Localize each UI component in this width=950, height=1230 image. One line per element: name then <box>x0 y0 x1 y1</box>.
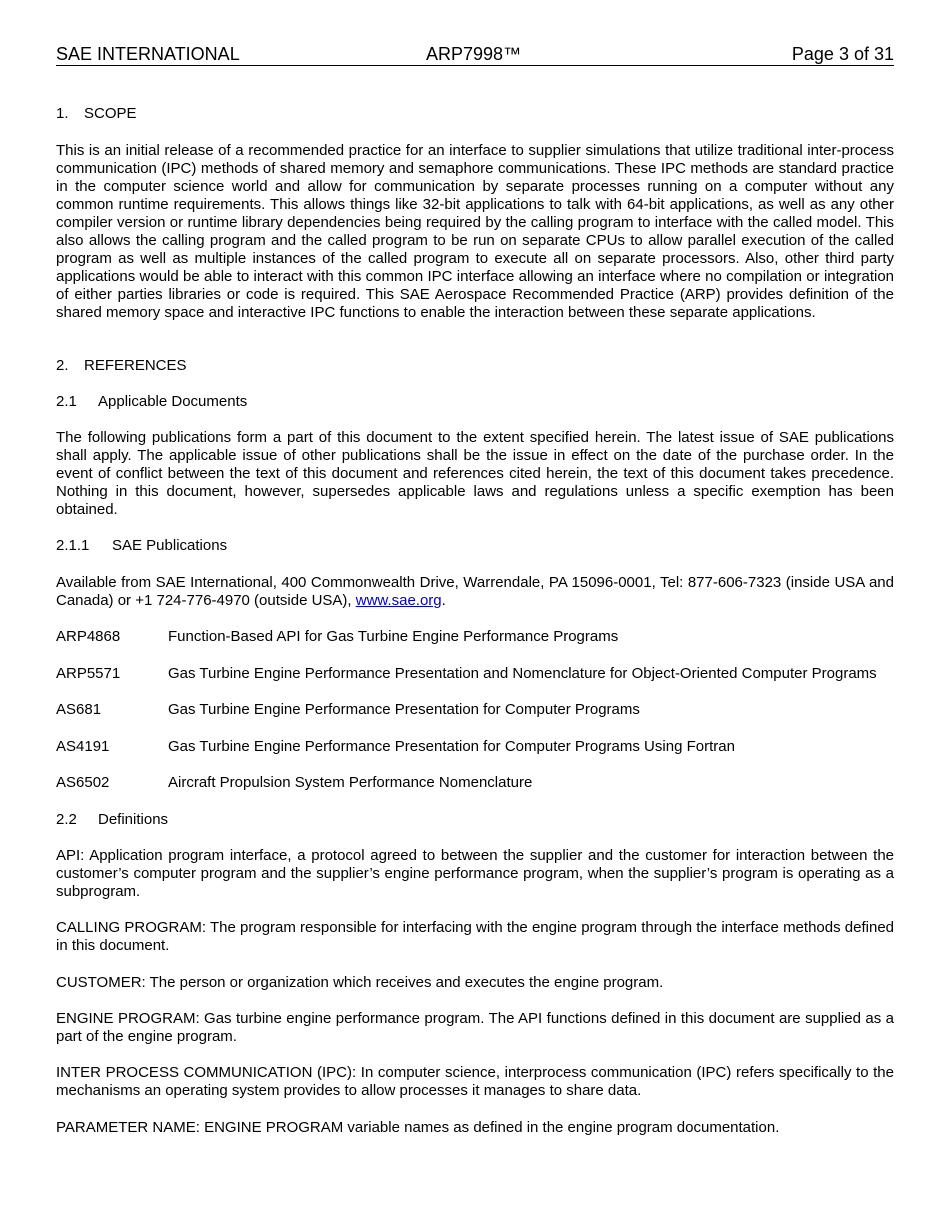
scope-paragraph: This is an initial release of a recommended practice for an interface to supplier simulations that utilize traditional inter-process communication (IPC) methods of shared memory and semaphore communications. These IPC methods are standard practice in the computer science world and allow for communication by separate processes running on a computer without any common runtime requirements. This allows things like 32-bit applications to talk with 64-bit applications, as well as any other compiler version or runtime library dependencies being required by the calling program to interface with the called model. This also allows the calling program and the called program to be run on separate CPUs to allow parallel execution of the called program as well as multiple instances of the called program to execute all on separate processors. Also, other third party applications would be able to interact with this common IPC interface allowing an interface where no compilation or integration of either parties libraries or code is required. This SAE Aerospace Recommended Practice (ARP) provides definition of the shared memory space and interactive IPC functions to enable the interaction between these separate applications. <box>56 142 894 321</box>
section-title: SCOPE <box>84 105 137 122</box>
section-number: 1. <box>56 105 69 122</box>
sae-website-link[interactable]: www.sae.org <box>355 592 442 609</box>
availability-end: . <box>441 592 446 609</box>
publication-title: Gas Turbine Engine Performance Presentation for Computer Programs <box>168 701 640 718</box>
definition-customer: CUSTOMER: The person or organization which receives and executes the engine program. <box>56 974 664 991</box>
publication-code: ARP4868 <box>56 628 121 645</box>
section-heading-sae-publications <box>56 537 227 555</box>
section-number: 2.2 <box>56 811 77 828</box>
section-number: 2. <box>56 357 69 374</box>
definition-calling-program: CALLING PROGRAM: The program responsible for interfacing with the engine program through the interface methods defined in this document. <box>56 919 894 954</box>
publication-title: Gas Turbine Engine Performance Presentation and Nomenclature for Object-Oriented Computer Programs <box>168 665 877 682</box>
header-org: SAE INTERNATIONAL <box>56 44 240 64</box>
section-title: Applicable Documents <box>98 393 248 410</box>
publication-code: AS6502 <box>56 774 110 791</box>
section-heading-definitions <box>56 811 168 829</box>
definition-api: API: Application program interface, a protocol agreed to between the supplier and the customer for interaction between the customer’s computer program and the supplier’s engine performance program, when the supplier’s program is operating as a subprogram. <box>56 847 894 900</box>
availability-paragraph <box>56 574 894 610</box>
publication-title: Gas Turbine Engine Performance Presentation for Computer Programs Using Fortran <box>168 738 735 755</box>
header-doc-number: ARP7998™ <box>426 44 522 64</box>
availability-text: Available from SAE International, 400 Commonwealth Drive, Warrendale, PA 15096-0001, Tel: 877-606-7323 (inside USA and Canada) or +1 724-776-4970 (outside USA), <box>56 574 894 609</box>
section-number: 2.1 <box>56 393 77 410</box>
publication-title: Function-Based API for Gas Turbine Engine Performance Programs <box>168 628 619 645</box>
section-heading-references <box>56 357 187 375</box>
section-title: REFERENCES <box>84 357 187 374</box>
definition-parameter-name: PARAMETER NAME: ENGINE PROGRAM variable names as defined in the engine program documentation. <box>56 1119 780 1136</box>
applicable-documents-paragraph: The following publications form a part of this document to the extent specified herein. The latest issue of SAE publications shall apply. The applicable issue of other publications shall be the issue in effect on the date of the purchase order. In the event of conflict between the text of this document and references cited herein, the text of this document takes precedence. Nothing in this document, however, supersedes applicable laws and regulations unless a specific exemption has been obtained. <box>56 429 894 518</box>
section-heading-applicable-documents <box>56 393 247 411</box>
definition-engine-program: ENGINE PROGRAM: Gas turbine engine performance program. The API functions defined in this document are supplied as a part of the engine program. <box>56 1010 894 1045</box>
header-page-number: Page 3 of 31 <box>791 44 894 64</box>
publication-code: AS681 <box>56 701 102 718</box>
publication-code: ARP5571 <box>56 665 121 682</box>
section-number: 2.1.1 <box>56 537 90 554</box>
section-heading-scope <box>56 105 137 123</box>
page-header <box>56 43 894 66</box>
section-title: Definitions <box>98 811 169 828</box>
section-title: SAE Publications <box>112 537 228 554</box>
publication-title: Aircraft Propulsion System Performance Nomenclature <box>168 774 533 791</box>
publication-code: AS4191 <box>56 738 110 755</box>
definition-ipc: INTER PROCESS COMMUNICATION (IPC): In computer science, interprocess communication (IPC) refers specifically to the mechanisms an operating system provides to allow processes it manages to share data. <box>56 1064 894 1099</box>
